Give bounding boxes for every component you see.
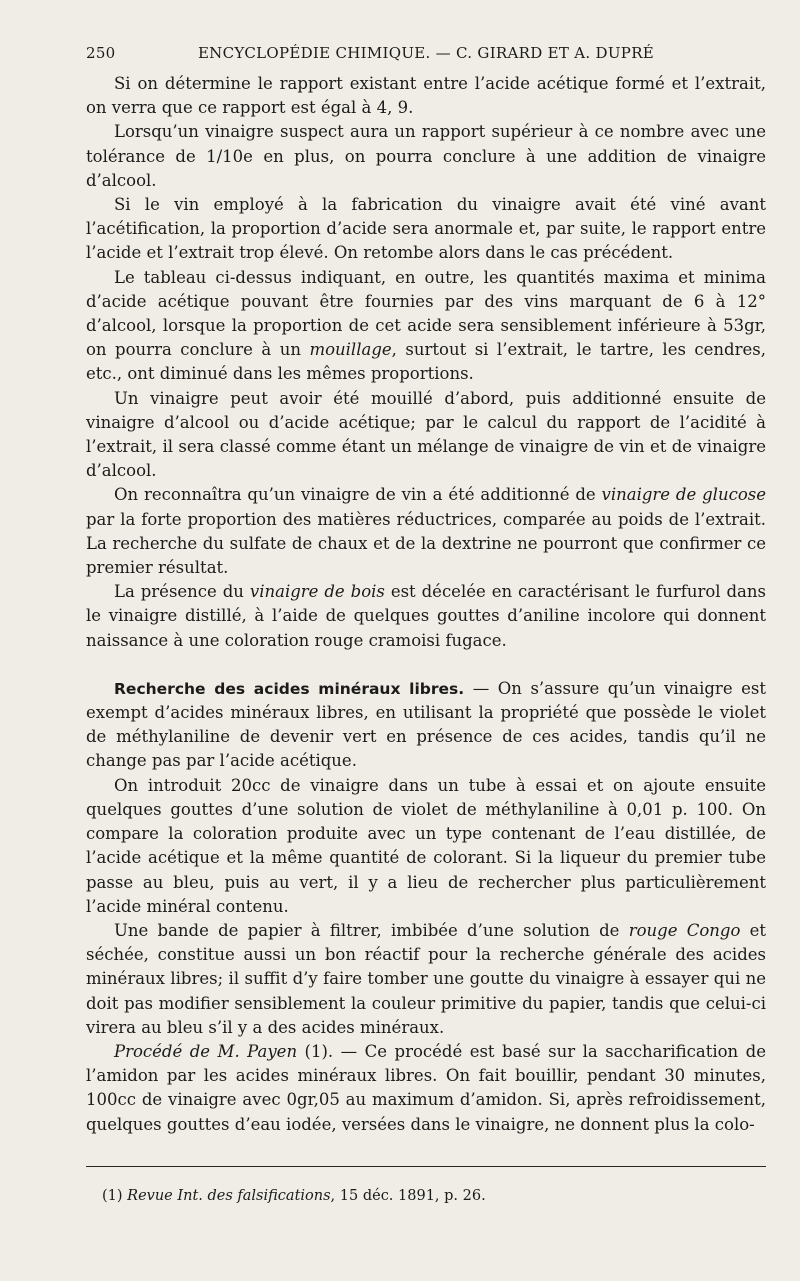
footnote-marker: (1) <box>102 1188 123 1204</box>
paragraph-methylaniline: On introduit 20cc de vinaigre dans un tube à essai et on ajoute ensuite quelques gouttes d’une solution de violet de méthylaniline à 0,01 p. 100. On compare la coloration produite avec un type contenant de l’eau distillée, de l’acide acétique et la même quantité de colorant. Si la liqueur du premier tube passe au bleu, puis au vert, il y a lieu de rechercher plus particulièrement l’acide minéral contenu. <box>86 775 766 916</box>
glucose-term: vinaigre de glucose <box>601 485 766 505</box>
page-number: 250 <box>86 44 116 62</box>
mouillage-text-a: Le tableau ci-dessus indiquant, en outre, les quantités maxima et minima d’acide acétique pouvant être fournies par des vins marquant de 6 à 12° d’alcool, lorsque la proportion de cet acide sera sensiblement inférieure à 53gr, on pourra conclure à un <box>86 267 766 360</box>
paragraph-acides-mineraux <box>86 677 766 774</box>
paragraph-congo <box>86 919 766 1040</box>
footnote-source: Revue Int. des falsifications <box>127 1188 331 1204</box>
paragraph-mouillage <box>86 266 766 387</box>
paragraph-rapport: Si on détermine le rapport existant entre l’acide acétique formé et l’extrait, on verra que ce rapport est égal à 4, 9. <box>86 74 766 118</box>
paragraph-glucose <box>86 483 766 580</box>
paragraph-bois <box>86 580 766 653</box>
bois-text-b: est décelée en caractérisant le furfurol dans le vinaigre distillé, à l’aide de quelques gouttes d’aniline incolore qui donnent naissance à une coloration rouge cramoisi fugace. <box>86 582 766 650</box>
payen-title: Procédé de M. Payen <box>114 1041 298 1061</box>
bois-text-a: La présence du <box>114 582 250 602</box>
paragraph-melange: Un vinaigre peut avoir été mouillé d’abord, puis additionné ensuite de vinaigre d’alcool ou d’acide acétique; par le calcul du rapport de l’acidité à l’extrait, il sera classé comme étant un mélange de vinaigre de vin et de vinaigre d’alcool. <box>86 388 766 481</box>
footnote-details: , 15 déc. 1891, p. 26. <box>330 1188 486 1204</box>
body-text <box>86 72 766 1137</box>
bois-term: vinaigre de bois <box>249 582 385 602</box>
section-heading: Recherche des acides minéraux libres. <box>114 679 465 698</box>
footnote <box>102 1186 762 1206</box>
congo-text-b: et séchée, constitue aussi un bon réactif pour la recherche générale des acides minéraux libres; il suffit d’y faire tomber une goutte du vinaigre à essayer qui ne doit pas modifier sensiblement la couleur primitive du papier, tandis que celui-ci virera au bleu s’il y a des acides minéraux. <box>86 920 767 1037</box>
payen-text: (1). — Ce procédé est basé sur la saccharification de l’amidon par les acides minéraux libres. On fait bouillir, pendant 30 minutes, 100cc de vinaigre avec 0gr,05 au maximum d’amidon. Si, après refroidissement, quelques gouttes d’eau iodée, versées dans le vinaigre, ne donnent plus la colo- <box>86 1041 766 1134</box>
footnote-rule <box>86 1166 766 1167</box>
running-title: ENCYCLOPÉDIE CHIMIQUE. — C. GIRARD ET A. DUPRÉ <box>197 44 655 62</box>
paragraph-vinage: Si le vin employé à la fabrication du vinaigre avait été viné avant l’acétification, la proportion d’acide sera anormale et, par suite, le rapport entre l’acide et l’extrait trop élevé. On retombe alors dans le cas précédent. <box>86 195 766 263</box>
mouillage-text-b: , surtout si l’extrait, le tartre, les cendres, etc., ont diminué dans les mêmes proportions. <box>86 340 766 384</box>
paragraph-tolerance: Lorsqu’un vinaigre suspect aura un rapport supérieur à ce nombre avec une tolérance de 1/10e en plus, on pourra conclure à une addition de vinaigre d’alcool. <box>86 122 766 190</box>
acides-mineraux-text: — On s’assure qu’un vinaigre est exempt d’acides minéraux libres, en utilisant la propriété que possède le violet de méthylaniline de devenir vert en présence de ces acides, tandis qu’il ne change pas par l’acide acétique. <box>86 678 766 771</box>
mouillage-term: mouillage <box>309 340 392 360</box>
paragraph-payen <box>86 1040 766 1137</box>
congo-text-a: Une bande de papier à filtrer, imbibée d’une solution de <box>114 920 629 940</box>
congo-term: rouge Congo <box>628 920 741 940</box>
running-header <box>86 44 766 70</box>
glucose-text-a: On reconnaîtra qu’un vinaigre de vin a été additionné de <box>114 485 602 505</box>
glucose-text-b: par la forte proportion des matières réductrices, comparée au poids de l’extrait. La recherche du sulfate de chaux et de la dextrine ne pourront que confirmer ce premier résultat. <box>86 509 766 578</box>
